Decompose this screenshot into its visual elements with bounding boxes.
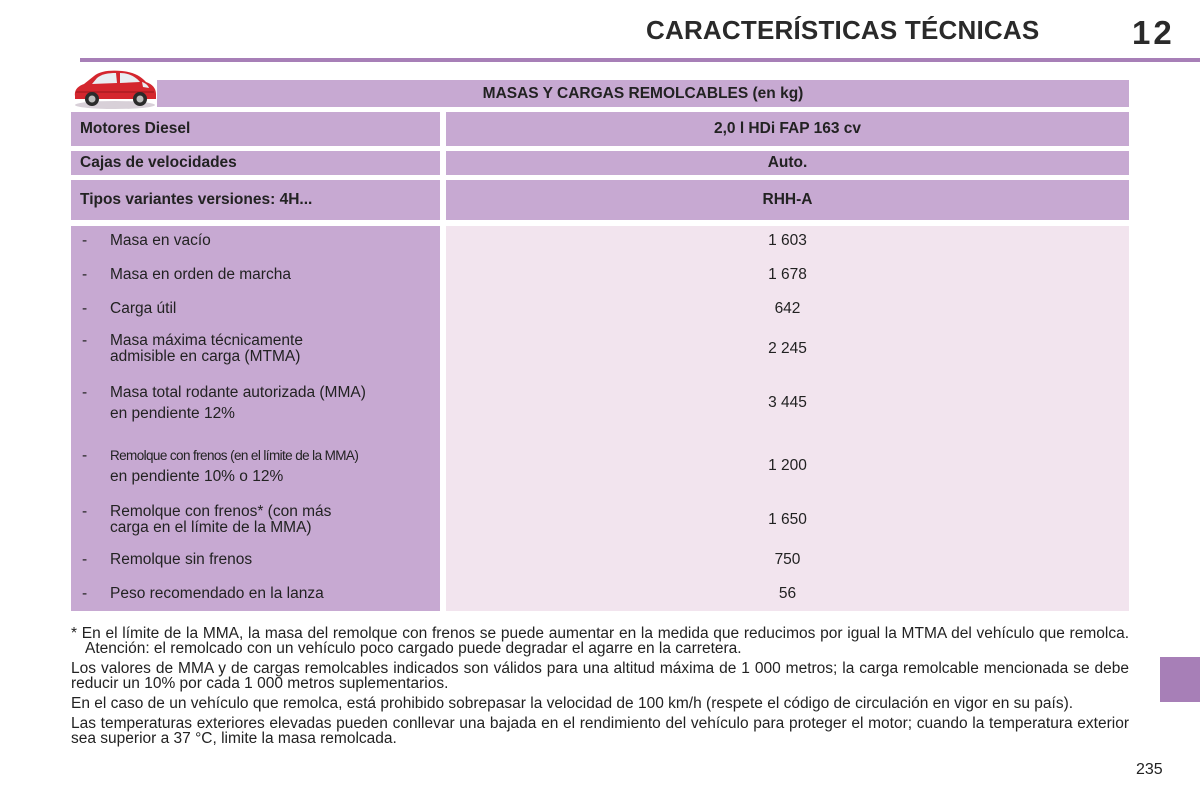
variants-label: Tipos variantes versiones: 4H... (71, 180, 440, 220)
row-value: 642 (774, 300, 801, 317)
row-label-line2: admisible en carga (MTMA) (110, 348, 301, 365)
chapter-number: 12 (1132, 14, 1175, 51)
row-value: 1 603 (768, 232, 807, 249)
row-value: 1 200 (768, 457, 807, 474)
row-value: 1 678 (768, 266, 807, 283)
row-label: Remolque sin frenos (110, 551, 253, 568)
chapter-side-tab (1160, 657, 1200, 702)
variants-value: RHH-A (446, 180, 1129, 220)
row-label: Remolque con frenos* (con más (110, 503, 332, 520)
row-dash: - (82, 551, 88, 568)
row-value: 2 245 (768, 340, 807, 357)
row-label: Masa total rodante autorizada (MMA) (110, 384, 366, 401)
row-label: Remolque con frenos (en el límite de la MMA) (110, 448, 359, 463)
note-speed: En el caso de un vehículo que remolca, está prohibido sobrepasar la velocidad de 100 km/h (respete el código de circulación en vigor en su país). (71, 695, 1074, 712)
row-value: 1 650 (768, 511, 807, 528)
row-dash: - (82, 447, 88, 464)
footnote: * En el límite de la MMA, la masa del remolque con frenos se puede aumentar en la medida que reducimos por igual la MTMA del vehículo que remolca. Atención: el remolcado con un vehículo poco cargado puede degradar el agarre en la carretera. (71, 625, 1129, 657)
notes-section (71, 626, 1129, 751)
row-dash: - (82, 232, 88, 249)
page-title: CARACTERÍSTICAS TÉCNICAS (646, 15, 1040, 45)
row-label: Masa en vacío (110, 232, 211, 249)
row-label: Masa máxima técnicamente (110, 332, 303, 349)
page-number: 235 (1136, 761, 1163, 778)
row-dash: - (82, 503, 88, 520)
row-dash: - (82, 332, 88, 349)
row-label: Masa en orden de marcha (110, 266, 291, 283)
table-title: MASAS Y CARGAS REMOLCABLES (en kg) (157, 80, 1129, 107)
row-label-line2: en pendiente 12% (110, 405, 235, 422)
gearbox-value: Auto. (446, 151, 1129, 175)
row-dash: - (82, 266, 88, 283)
row-label: Carga útil (110, 300, 177, 317)
engine-label: Motores Diesel (71, 112, 440, 146)
row-value: 3 445 (768, 394, 807, 411)
row-dash: - (82, 300, 88, 317)
row-dash: - (82, 585, 88, 602)
header-divider (80, 58, 1200, 62)
car-icon (70, 66, 160, 110)
note-temperature: Las temperaturas exteriores elevadas pueden conllevar una bajada en el rendimiento del vehículo para proteger el motor; cuando la temperatura exterior sea superior a 37 °C, limite la masa remolcada. (71, 715, 1129, 747)
row-label: Peso recomendado en la lanza (110, 585, 324, 602)
row-value: 750 (774, 551, 801, 568)
note-altitude: Los valores de MMA y de cargas remolcables indicados son válidos para una altitud máxima de 1 000 metros; la carga remolcable mencionada se debe reducir un 10% por cada 1 000 metros suplementarios. (71, 660, 1129, 692)
row-label-line2: en pendiente 10% o 12% (110, 468, 284, 485)
engine-value: 2,0 l HDi FAP 163 cv (446, 112, 1129, 146)
row-value: 56 (778, 585, 797, 602)
row-dash: - (82, 384, 88, 401)
gearbox-label: Cajas de velocidades (71, 151, 440, 175)
row-label-line2: carga en el límite de la MMA) (110, 519, 312, 536)
